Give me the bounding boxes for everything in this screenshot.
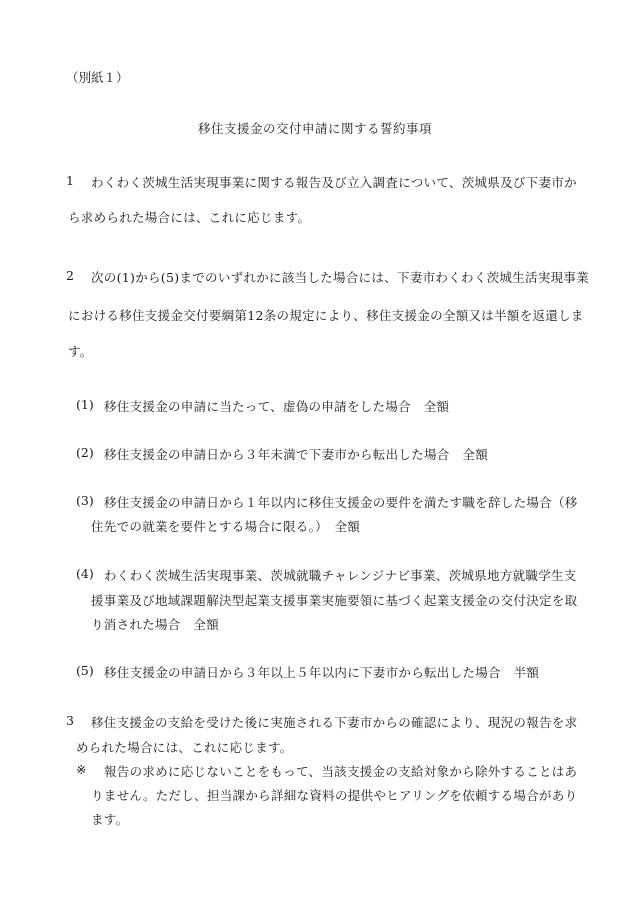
section-number: 2 [66, 268, 74, 283]
section-3-line-2: められた場合には、これに応じます。 [76, 740, 293, 755]
list-item-number: (5) [76, 663, 94, 678]
list-item-line: わくわく茨城生活実現事業、茨城就職チャレンジナビ事業、茨城県地方就職学生支 [104, 568, 577, 583]
section-2-line-3: す。 [68, 344, 93, 359]
section-2-line-2: における移住支援金交付要綱第12条の規定により、移住支援金の全額又は半額を返還しま [68, 308, 584, 323]
annex-label: （別紙１） [66, 70, 129, 85]
note-line-1: 報告の求めに応じないことをもって、当該支援金の支給対象から除外することはあ [104, 764, 578, 779]
list-item-number: (2) [76, 445, 94, 460]
note-line-2: りません。ただし、担当課から詳細な資料の提供やヒアリングを依頼する場合があり [91, 788, 578, 803]
section-number: 1 [66, 173, 74, 188]
list-item-line: り消された場合 全額 [91, 617, 220, 632]
list-item-line: 移住支援金の申請日から１年以内に移住支援金の要件を満たす職を辞した場合（移 [104, 495, 578, 510]
section-3-line-1: 移住支援金の支給を受けた後に実施される下妻市からの確認により、現況の報告を求 [91, 715, 578, 730]
section-number: 3 [66, 713, 74, 728]
list-item-number: (4) [76, 566, 94, 581]
page-title: 移住支援金の交付申請に関する誓約事項 [197, 121, 432, 136]
list-item-number: (1) [76, 397, 94, 412]
list-item-line: 移住支援金の申請に当たって、虚偽の申請をした場合 全額 [104, 399, 450, 414]
section-1-line-1: わくわく茨城生活実現事業に関する報告及び立入調査について、茨城県及び下妻市か [91, 175, 577, 190]
note-mark: ※ [76, 762, 87, 777]
list-item-line: 援事業及び地域課題解決型起業支援事業実施要領に基づく起業支援金の交付決定を取 [91, 593, 578, 608]
list-item-line: 移住支援金の申請日から３年以上５年以内に下妻市から転出した場合 半額 [104, 665, 540, 680]
section-1-line-2: ら求められた場合には、これに応じます。 [68, 210, 311, 225]
note-line-3: ます。 [91, 812, 129, 827]
list-item-number: (3) [76, 493, 94, 508]
section-2-line-1: 次の(1)から(5)までのいずれかに該当した場合には、下妻市わくわく茨城生活実現事業 [91, 270, 590, 285]
list-item-line: 移住支援金の申請日から３年未満で下妻市から転出した場合 全額 [104, 447, 489, 462]
list-item-line: 住先での就業を要件とする場合に限る。） 全額 [91, 519, 361, 534]
